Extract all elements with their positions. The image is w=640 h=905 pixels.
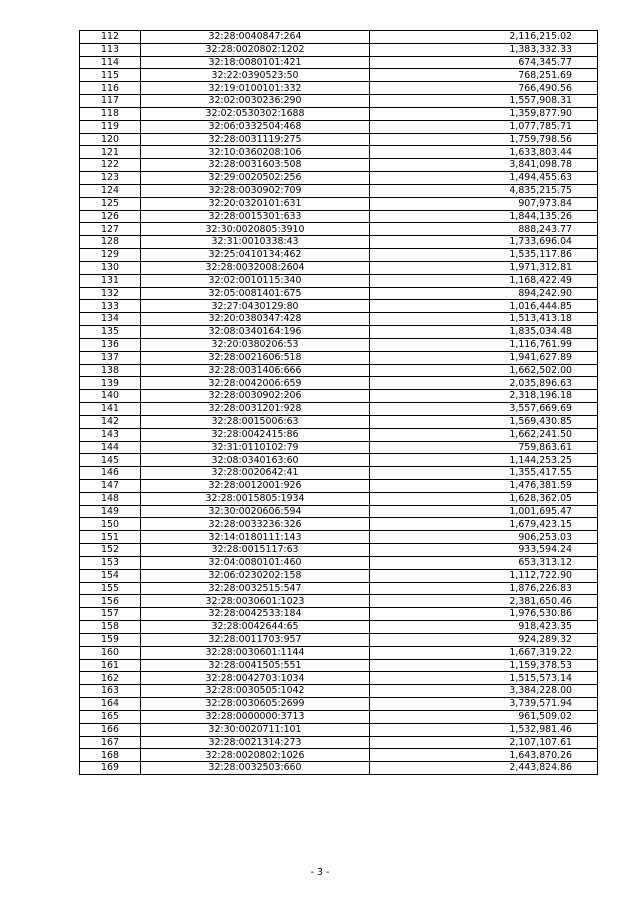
row-number-cell: 114 <box>80 56 141 69</box>
value-cell: 1,116,761.99 <box>370 338 598 351</box>
cadastral-number-cell: 32:28:0015006:63 <box>141 415 370 428</box>
value-cell: 1,359,877.90 <box>370 107 598 120</box>
table-row <box>80 415 598 428</box>
cadastral-number-cell: 32:28:0030902:709 <box>141 184 370 197</box>
row-number-cell: 143 <box>80 428 141 441</box>
row-number-cell: 118 <box>80 107 141 120</box>
value-cell: 1,016,444.85 <box>370 300 598 313</box>
table-row <box>80 621 598 634</box>
cadastral-number-cell: 32:28:0021606:518 <box>141 351 370 364</box>
cadastral-number-cell: 32:06:0332504:468 <box>141 120 370 133</box>
cadastral-number-cell: 32:28:0015301:633 <box>141 210 370 223</box>
row-number-cell: 151 <box>80 531 141 544</box>
cadastral-number-cell: 32:05:0081401:675 <box>141 287 370 300</box>
value-cell: 1,733,696.04 <box>370 236 598 249</box>
cadastral-number-cell: 32:20:0380347:428 <box>141 313 370 326</box>
cadastral-number-cell: 32:30:0020805:3910 <box>141 223 370 236</box>
cadastral-number-cell: 32:28:0042644:65 <box>141 621 370 634</box>
table-row <box>80 223 598 236</box>
cadastral-number-cell: 32:28:0041505:551 <box>141 659 370 672</box>
value-cell: 1,001,695.47 <box>370 505 598 518</box>
row-number-cell: 122 <box>80 159 141 172</box>
table-row <box>80 492 598 505</box>
row-number-cell: 155 <box>80 582 141 595</box>
table-row <box>80 749 598 762</box>
value-cell: 918,423.35 <box>370 621 598 634</box>
cadastral-number-cell: 32:27:0430129:80 <box>141 300 370 313</box>
data-table <box>79 30 598 775</box>
value-cell: 2,443,824.86 <box>370 762 598 775</box>
row-number-cell: 123 <box>80 172 141 185</box>
table-row <box>80 236 598 249</box>
table-row <box>80 338 598 351</box>
row-number-cell: 156 <box>80 595 141 608</box>
value-cell: 768,251.69 <box>370 69 598 82</box>
value-cell: 1,355,417.55 <box>370 467 598 480</box>
cadastral-number-cell: 32:28:0031406:666 <box>141 364 370 377</box>
table-row <box>80 531 598 544</box>
row-number-cell: 165 <box>80 710 141 723</box>
row-number-cell: 112 <box>80 31 141 44</box>
value-cell: 2,035,896.63 <box>370 377 598 390</box>
value-cell: 3,841,098.78 <box>370 159 598 172</box>
table-row <box>80 313 598 326</box>
cadastral-number-cell: 32:28:0011703:957 <box>141 633 370 646</box>
table-row <box>80 82 598 95</box>
cadastral-number-cell: 32:08:0340163:60 <box>141 454 370 467</box>
row-number-cell: 168 <box>80 749 141 762</box>
cadastral-number-cell: 32:31:0110102:79 <box>141 441 370 454</box>
table-row <box>80 390 598 403</box>
cadastral-number-cell: 32:28:0042006:659 <box>141 377 370 390</box>
table-row <box>80 441 598 454</box>
row-number-cell: 169 <box>80 762 141 775</box>
table-row <box>80 646 598 659</box>
row-number-cell: 161 <box>80 659 141 672</box>
cadastral-number-cell: 32:19:0100101:332 <box>141 82 370 95</box>
row-number-cell: 141 <box>80 403 141 416</box>
cadastral-number-cell: 32:28:0031603:508 <box>141 159 370 172</box>
row-number-cell: 125 <box>80 197 141 210</box>
table-row <box>80 95 598 108</box>
table-row <box>80 210 598 223</box>
row-number-cell: 124 <box>80 184 141 197</box>
value-cell: 894,242.90 <box>370 287 598 300</box>
row-number-cell: 133 <box>80 300 141 313</box>
value-cell: 1,112,722.90 <box>370 569 598 582</box>
table-row <box>80 454 598 467</box>
table-row <box>80 261 598 274</box>
value-cell: 1,633,803.44 <box>370 146 598 159</box>
cadastral-number-cell: 32:06:0230202:158 <box>141 569 370 582</box>
value-cell: 1,976,530.86 <box>370 608 598 621</box>
table-row <box>80 43 598 56</box>
row-number-cell: 148 <box>80 492 141 505</box>
value-cell: 3,384,228.00 <box>370 685 598 698</box>
value-cell: 906,253.03 <box>370 531 598 544</box>
value-cell: 1,168,422.49 <box>370 274 598 287</box>
row-number-cell: 140 <box>80 390 141 403</box>
row-number-cell: 139 <box>80 377 141 390</box>
row-number-cell: 128 <box>80 236 141 249</box>
cadastral-number-cell: 32:25:0410134:462 <box>141 249 370 262</box>
cadastral-number-cell: 32:28:0040847:264 <box>141 31 370 44</box>
table-row <box>80 608 598 621</box>
cadastral-number-cell: 32:28:0020802:1026 <box>141 749 370 762</box>
cadastral-number-cell: 32:28:0032515:547 <box>141 582 370 595</box>
table-row <box>80 723 598 736</box>
row-number-cell: 149 <box>80 505 141 518</box>
row-number-cell: 150 <box>80 518 141 531</box>
table-row <box>80 428 598 441</box>
table-row <box>80 172 598 185</box>
cadastral-number-cell: 32:28:0012001:926 <box>141 479 370 492</box>
row-number-cell: 167 <box>80 736 141 749</box>
value-cell: 766,490.56 <box>370 82 598 95</box>
row-number-cell: 147 <box>80 479 141 492</box>
cadastral-number-cell: 32:20:0320101:631 <box>141 197 370 210</box>
value-cell: 4,835,215.75 <box>370 184 598 197</box>
table-row <box>80 544 598 557</box>
value-cell: 933,594.24 <box>370 544 598 557</box>
table-body <box>80 31 598 775</box>
cadastral-number-cell: 32:31:0010338:43 <box>141 236 370 249</box>
table-row <box>80 595 598 608</box>
row-number-cell: 162 <box>80 672 141 685</box>
value-cell: 1,569,430.85 <box>370 415 598 428</box>
row-number-cell: 138 <box>80 364 141 377</box>
value-cell: 1,844,135.26 <box>370 210 598 223</box>
value-cell: 1,532,981.46 <box>370 723 598 736</box>
row-number-cell: 144 <box>80 441 141 454</box>
value-cell: 1,494,455.63 <box>370 172 598 185</box>
table-row <box>80 582 598 595</box>
cadastral-number-cell: 32:02:0530302:1688 <box>141 107 370 120</box>
row-number-cell: 157 <box>80 608 141 621</box>
table-row <box>80 56 598 69</box>
table-row <box>80 107 598 120</box>
table-row <box>80 274 598 287</box>
row-number-cell: 129 <box>80 249 141 262</box>
row-number-cell: 142 <box>80 415 141 428</box>
cadastral-number-cell: 32:30:0020711:101 <box>141 723 370 736</box>
table-row <box>80 377 598 390</box>
table-row <box>80 69 598 82</box>
cadastral-number-cell: 32:28:0030605:2699 <box>141 698 370 711</box>
value-cell: 907,973.84 <box>370 197 598 210</box>
cadastral-number-cell: 32:20:0380206:53 <box>141 338 370 351</box>
value-cell: 1,515,573.14 <box>370 672 598 685</box>
row-number-cell: 134 <box>80 313 141 326</box>
value-cell: 1,971,312.81 <box>370 261 598 274</box>
table-row <box>80 736 598 749</box>
value-cell: 1,835,034.48 <box>370 326 598 339</box>
table-row <box>80 326 598 339</box>
value-cell: 961,509.02 <box>370 710 598 723</box>
value-cell: 759,863.61 <box>370 441 598 454</box>
value-cell: 1,662,241.50 <box>370 428 598 441</box>
cadastral-number-cell: 32:28:0042415:86 <box>141 428 370 441</box>
table-row <box>80 518 598 531</box>
cadastral-number-cell: 32:28:0030601:1023 <box>141 595 370 608</box>
row-number-cell: 136 <box>80 338 141 351</box>
row-number-cell: 119 <box>80 120 141 133</box>
table-row <box>80 403 598 416</box>
table-row <box>80 197 598 210</box>
cadastral-number-cell: 32:18:0080101:421 <box>141 56 370 69</box>
value-cell: 1,679,423.15 <box>370 518 598 531</box>
table-row <box>80 556 598 569</box>
value-cell: 1,876,226.83 <box>370 582 598 595</box>
table-row <box>80 479 598 492</box>
row-number-cell: 159 <box>80 633 141 646</box>
value-cell: 1,383,332.33 <box>370 43 598 56</box>
value-cell: 1,557,908.31 <box>370 95 598 108</box>
row-number-cell: 113 <box>80 43 141 56</box>
value-cell: 924,289.32 <box>370 633 598 646</box>
value-cell: 674,345.77 <box>370 56 598 69</box>
cadastral-number-cell: 32:28:0020642:41 <box>141 467 370 480</box>
row-number-cell: 117 <box>80 95 141 108</box>
table-row <box>80 659 598 672</box>
cadastral-number-cell: 32:28:0042703:1034 <box>141 672 370 685</box>
cadastral-number-cell: 32:28:0015117:63 <box>141 544 370 557</box>
cadastral-number-cell: 32:02:0030236:290 <box>141 95 370 108</box>
value-cell: 888,243.77 <box>370 223 598 236</box>
value-cell: 1,077,785.71 <box>370 120 598 133</box>
row-number-cell: 120 <box>80 133 141 146</box>
value-cell: 1,476,381.59 <box>370 479 598 492</box>
value-cell: 1,535,117.86 <box>370 249 598 262</box>
value-cell: 1,159,378.53 <box>370 659 598 672</box>
table-row <box>80 351 598 364</box>
cadastral-number-cell: 32:10:0360208:106 <box>141 146 370 159</box>
value-cell: 2,381,650.46 <box>370 595 598 608</box>
row-number-cell: 137 <box>80 351 141 364</box>
row-number-cell: 135 <box>80 326 141 339</box>
value-cell: 2,116,215.02 <box>370 31 598 44</box>
table-row <box>80 133 598 146</box>
row-number-cell: 126 <box>80 210 141 223</box>
table-row <box>80 31 598 44</box>
table-row <box>80 184 598 197</box>
table-row <box>80 300 598 313</box>
value-cell: 1,759,798.56 <box>370 133 598 146</box>
row-number-cell: 131 <box>80 274 141 287</box>
cadastral-number-cell: 32:08:0340164:196 <box>141 326 370 339</box>
table-row <box>80 569 598 582</box>
row-number-cell: 132 <box>80 287 141 300</box>
value-cell: 1,643,870.26 <box>370 749 598 762</box>
cadastral-number-cell: 32:28:0020802:1202 <box>141 43 370 56</box>
cadastral-number-cell: 32:28:0032503:660 <box>141 762 370 775</box>
value-cell: 3,739,571.94 <box>370 698 598 711</box>
value-cell: 653,313.12 <box>370 556 598 569</box>
row-number-cell: 145 <box>80 454 141 467</box>
value-cell: 1,513,413.18 <box>370 313 598 326</box>
row-number-cell: 154 <box>80 569 141 582</box>
table-row <box>80 120 598 133</box>
cadastral-number-cell: 32:28:0000000:3713 <box>141 710 370 723</box>
cadastral-number-cell: 32:14:0180111:143 <box>141 531 370 544</box>
value-cell: 1,941,627.89 <box>370 351 598 364</box>
cadastral-number-cell: 32:28:0030902:206 <box>141 390 370 403</box>
table-row <box>80 146 598 159</box>
row-number-cell: 153 <box>80 556 141 569</box>
cadastral-number-cell: 32:28:0031119:275 <box>141 133 370 146</box>
table-row <box>80 364 598 377</box>
row-number-cell: 160 <box>80 646 141 659</box>
value-cell: 1,667,319.22 <box>370 646 598 659</box>
table-row <box>80 672 598 685</box>
page-number: - 3 - <box>310 867 330 878</box>
value-cell: 1,662,502.00 <box>370 364 598 377</box>
table-row <box>80 159 598 172</box>
cadastral-number-cell: 32:28:0030505:1042 <box>141 685 370 698</box>
table-row <box>80 762 598 775</box>
cadastral-number-cell: 32:02:0010115:340 <box>141 274 370 287</box>
cadastral-number-cell: 32:22:0390523:50 <box>141 69 370 82</box>
row-number-cell: 127 <box>80 223 141 236</box>
cadastral-number-cell: 32:04:0080101:460 <box>141 556 370 569</box>
cadastral-number-cell: 32:28:0033236:326 <box>141 518 370 531</box>
value-cell: 3,557,669.69 <box>370 403 598 416</box>
table-row <box>80 633 598 646</box>
table-row <box>80 685 598 698</box>
row-number-cell: 164 <box>80 698 141 711</box>
value-cell: 1,628,362.05 <box>370 492 598 505</box>
cadastral-number-cell: 32:28:0030601:1144 <box>141 646 370 659</box>
table-row <box>80 698 598 711</box>
table-row <box>80 505 598 518</box>
row-number-cell: 163 <box>80 685 141 698</box>
cadastral-number-cell: 32:28:0021314:273 <box>141 736 370 749</box>
cadastral-number-cell: 32:28:0031201:928 <box>141 403 370 416</box>
cadastral-number-cell: 32:28:0042533:184 <box>141 608 370 621</box>
table-row <box>80 287 598 300</box>
table-row <box>80 249 598 262</box>
cadastral-number-cell: 32:28:0015805:1934 <box>141 492 370 505</box>
table-row <box>80 467 598 480</box>
row-number-cell: 121 <box>80 146 141 159</box>
row-number-cell: 146 <box>80 467 141 480</box>
cadastral-number-cell: 32:28:0032008:2604 <box>141 261 370 274</box>
row-number-cell: 166 <box>80 723 141 736</box>
row-number-cell: 115 <box>80 69 141 82</box>
cadastral-number-cell: 32:30:0020606:594 <box>141 505 370 518</box>
row-number-cell: 158 <box>80 621 141 634</box>
row-number-cell: 116 <box>80 82 141 95</box>
value-cell: 1,144,253.25 <box>370 454 598 467</box>
value-cell: 2,318,196.18 <box>370 390 598 403</box>
row-number-cell: 130 <box>80 261 141 274</box>
cadastral-number-cell: 32:29:0020502:256 <box>141 172 370 185</box>
row-number-cell: 152 <box>80 544 141 557</box>
table-row <box>80 710 598 723</box>
value-cell: 2,107,107.61 <box>370 736 598 749</box>
